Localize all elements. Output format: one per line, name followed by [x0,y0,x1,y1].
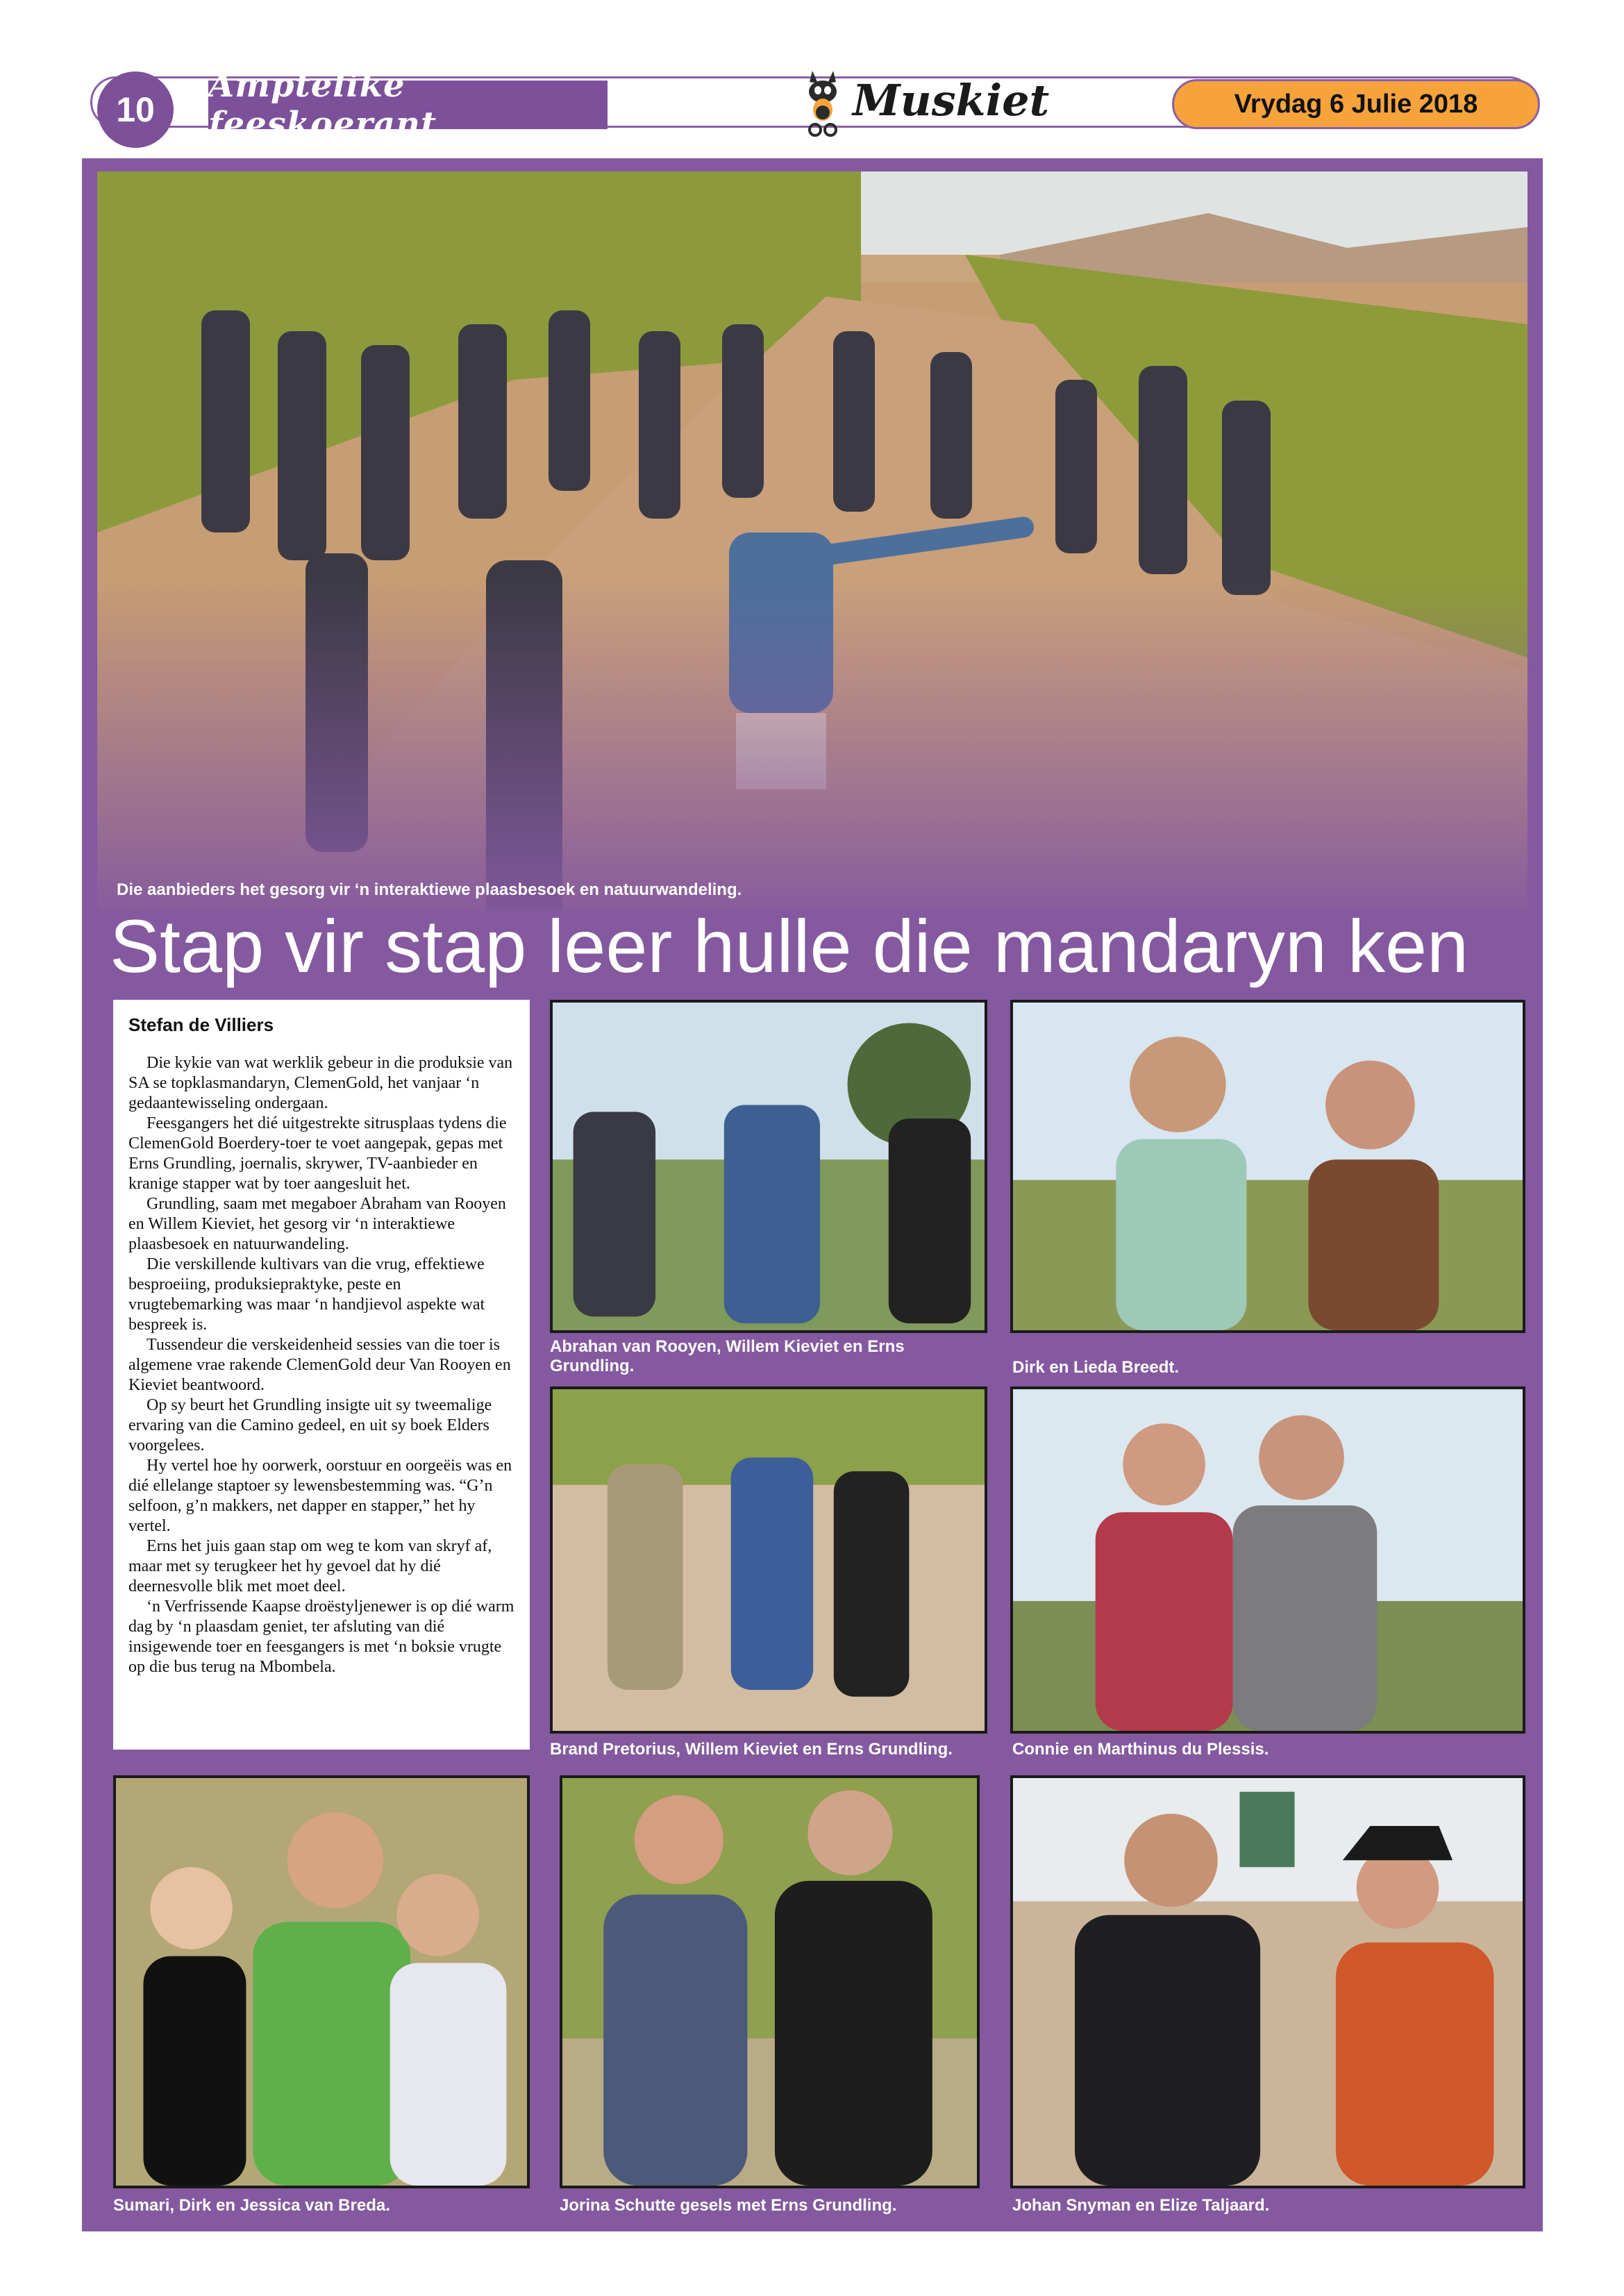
main-photo-caption: Die aanbieders het gesorg vir ‘n interaktiewe plaasbesoek en natuurwandeling. [117,880,742,899]
photo-connie-marthinus-du-plessis [1010,1386,1525,1734]
article-paragraph: Grundling, saam met megaboer Abraham van Rooyen en Willem Kieviet, het gesorg vir ‘n interaktiewe plaasbesoek en natuurwandeling. [128,1195,506,1253]
article-paragraph: Tussendeur die verskeidenheid sessies van die toer is algemene vrae rakende ClemenGold deur Van Rooyen en Kieviet beantwoord. [128,1336,511,1394]
article-paragraph: Erns het juis gaan stap om weg te kom van skryf af, maar met sy terugkeer het hy gevoel dat hy dié deernesvolle blik met moet deel. [128,1537,492,1595]
photo-caption: Brand Pretorius, Willem Kieviet en Erns Grundling. [550,1740,953,1759]
masthead: Muskiet [853,75,1050,126]
photo-van-rooyen-kieviet-grundling [550,1000,987,1333]
byline: Stefan de Villiers [128,1014,274,1035]
article-paragraph: Die kykie van wat werklik gebeur in die produksie van SA se topklasmandaryn, ClemenGold, het vanjaar ‘n gedaantewisseling ondergaan. [128,1054,513,1112]
page-number: 10 [97,72,174,148]
photo-van-breda-family [113,1775,530,2188]
article-paragraph: Feesgangers het dié uitgestrekte sitrusplaas tydens die ClemenGold Boerdery-toer te voet aangepak, gepas met Erns Grundling, joernalis, skrywer, TV-aanbieder en kranige stapper wat by toer aangesluit het. [128,1114,507,1193]
photo-dirk-lieda-breedt [1010,1000,1525,1333]
photo-caption: Abrahan van Rooyen, Willem Kieviet en Erns Grundling. [550,1337,905,1375]
photo-snyman-taljaard [1010,1775,1525,2188]
section-title: Amptelike feeskoerant [208,81,608,129]
article-paragraph: Hy vertel hoe hy oorwerk, oorstuur en oorgeëis was en dié ellelange staptoer sy lewensbestemming was. “G’n selfoon, g’n makkers, net dapper en stapper,” het hy vertel. [128,1457,512,1535]
photo-caption: Connie en Marthinus du Plessis. [1012,1740,1269,1759]
photo-pretorius-kieviet-grundling [550,1386,987,1734]
headline: Stap vir stap leer hulle die mandaryn ken [110,904,1469,988]
article-body [113,1000,530,1750]
mosquito-mascot-icon [798,64,847,142]
issue-date: Vrydag 6 Julie 2018 [1172,79,1540,129]
main-photo [97,171,1527,911]
article-paragraph: ‘n Verfrissende Kaapse droëstyljenewer is op dié warm dag by ‘n plaasdam geniet, ter afsluting van dié insigewende toer en feesgangers is met ‘n boksie vrugte op die bus terug na Mbombela. [128,1598,514,1676]
article-paragraph: Op sy beurt het Grundling insigte uit sy tweemalige ervaring van die Camino gedeel, en uit sy boek Elders voorgelees. [128,1396,492,1455]
photo-caption: Jorina Schutte gesels met Erns Grundling. [560,2196,897,2215]
article-paragraph: Die verskillende kultivars van die vrug, effektiewe besproeiing, produksiepraktyke, peste en vrugtebemarking was maar ‘n handjievol aspekte wat bespreek is. [128,1255,485,1334]
photo-caption: Dirk en Lieda Breedt. [1012,1358,1180,1377]
photo-caption: Johan Snyman en Elize Taljaard. [1012,2196,1270,2215]
photo-schutte-grundling [560,1775,980,2188]
photo-caption: Sumari, Dirk en Jessica van Breda. [113,2196,390,2215]
